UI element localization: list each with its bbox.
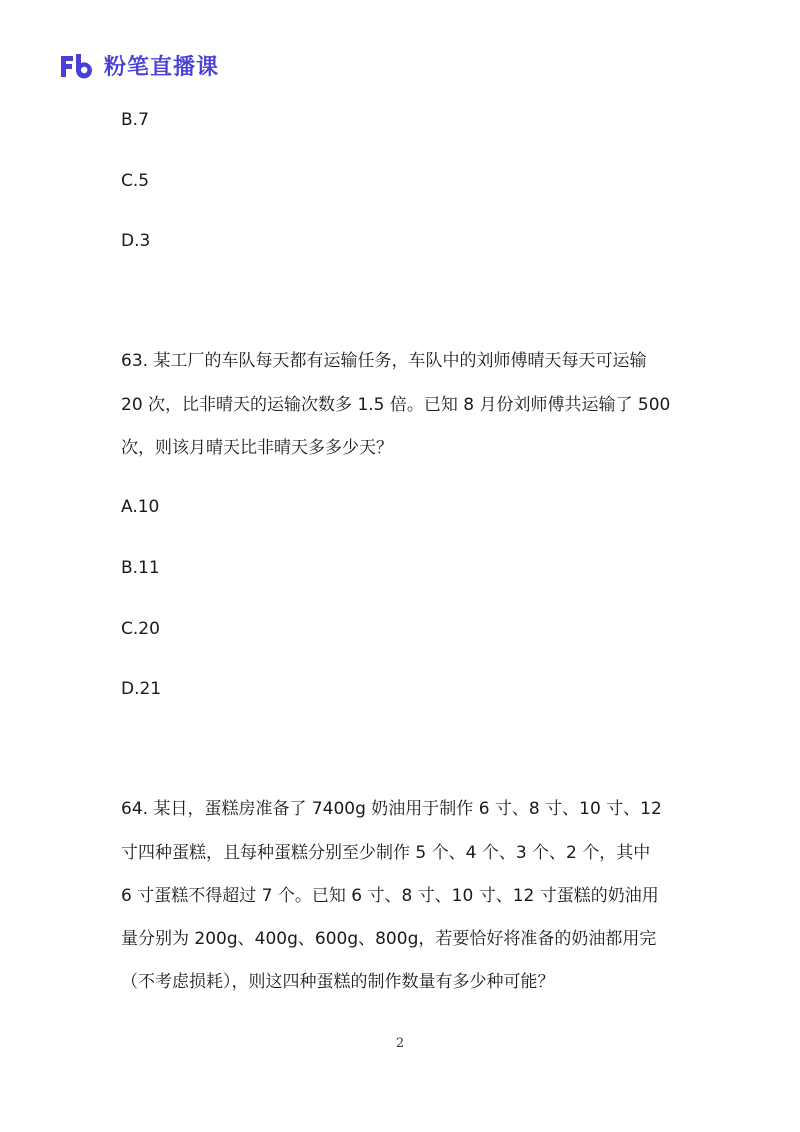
page-number: 2 <box>395 1036 405 1051</box>
brand-name: 粉笔直播课 <box>104 55 220 80</box>
q64-stem-line-1: 64. 某日，蛋糕房准备了 7400g 奶油用于制作 6 寸、8 寸、10 寸、12 <box>121 799 662 819</box>
q63-option-a: A.10 <box>121 497 160 517</box>
q64-stem-line-5: （不考虑损耗），则这四种蛋糕的制作数量有多少种可能？ <box>121 972 555 992</box>
fb-logo-icon <box>58 51 96 81</box>
q63-stem-line-3: 次，则该月晴天比非晴天多多少天？ <box>121 438 393 458</box>
q63-option-b: B.11 <box>121 558 160 578</box>
q63-option-c: C.20 <box>121 619 160 639</box>
q63-stem-line-2: 20 次，比非晴天的运输次数多 1.5 倍。已知 8 月份刘师傅共运输了 500 <box>121 395 671 415</box>
q64-stem-line-2: 寸四种蛋糕，且每种蛋糕分别至少制作 5 个、4 个、3 个、2 个，其中 <box>121 843 651 863</box>
brand-logo <box>58 50 219 81</box>
q62-option-b: B.7 <box>121 110 149 130</box>
q62-option-d: D.3 <box>121 231 151 251</box>
q63-stem-line-1: 63. 某工厂的车队每天都有运输任务，车队中的刘师傅晴天每天可运输 <box>121 351 647 371</box>
q62-option-c: C.5 <box>121 171 150 191</box>
q64-stem-line-3: 6 寸蛋糕不得超过 7 个。已知 6 寸、8 寸、10 寸、12 寸蛋糕的奶油用 <box>121 886 659 906</box>
q64-stem-line-4: 量分别为 200g、400g、600g、800g，若要恰好将准备的奶油都用完 <box>121 929 657 949</box>
q63-option-d: D.21 <box>121 679 162 699</box>
